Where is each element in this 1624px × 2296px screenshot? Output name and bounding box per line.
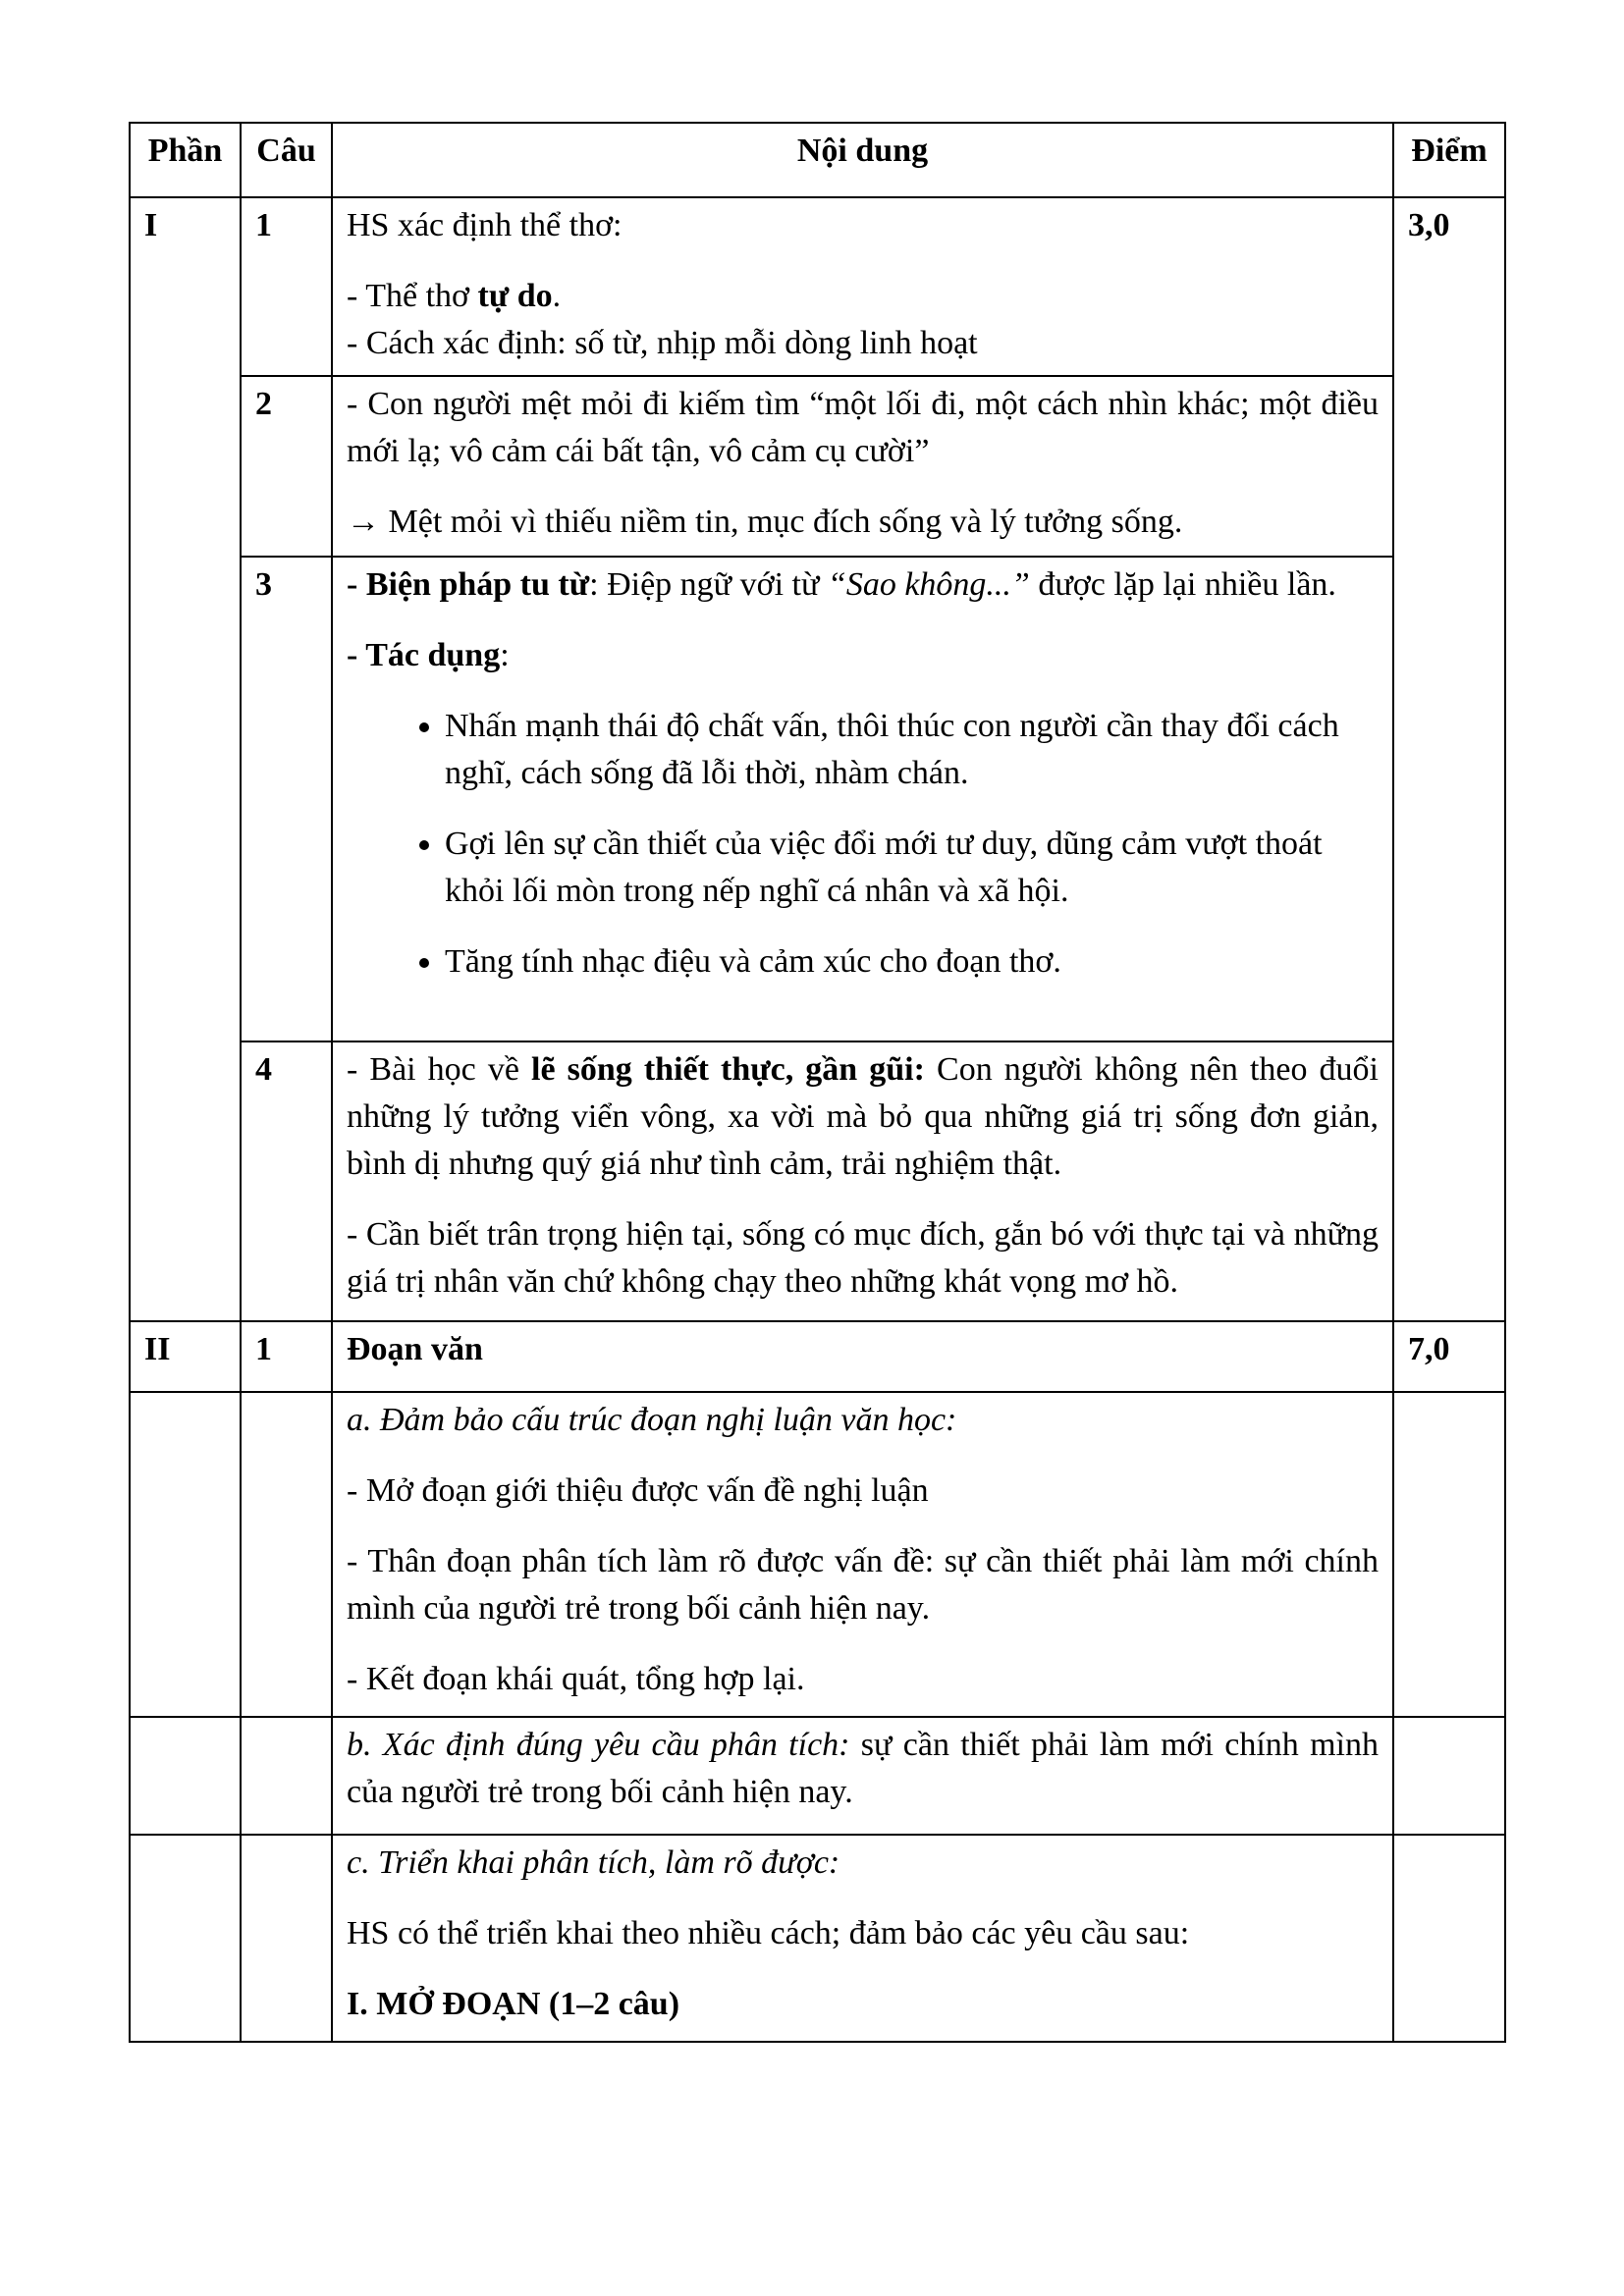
empty-cell: [130, 1717, 241, 1835]
table-row-s2-title: [130, 1321, 1505, 1392]
list-item: • Tăng tính nhạc điệu và cảm xúc cho đoạn thơ.: [445, 938, 1379, 986]
empty-cell: [241, 1717, 332, 1835]
empty-cell: [1393, 1835, 1505, 2042]
content-line: - Kết đoạn khái quát, tổng hợp lại.: [347, 1661, 805, 1697]
table-row-s2-a: [130, 1392, 1505, 1717]
list-item: • Nhấn mạnh thái độ chất vấn, thôi thúc con người cần thay đổi cách nghĩ, cách sống đã lỗi thời, nhàm chán.: [445, 703, 1379, 797]
question-number: 1: [241, 1321, 332, 1392]
content-line: HS có thể triển khai theo nhiều cách; đảm bảo các yêu cầu sau:: [347, 1915, 1190, 1951]
content-line: b. Xác định đúng yêu cầu phân tích: sự cần thiết phải làm mới chính mình của người trẻ trong bối cảnh hiện nay.: [347, 1727, 1380, 1810]
list-item: • Gợi lên sự cần thiết của việc đổi mới tư duy, dũng cảm vượt thoát khỏi lối mòn trong nếp nghĩ cá nhân và xã hội.: [445, 821, 1379, 915]
answer-content: [332, 197, 1393, 376]
section-title: Đoạn văn: [332, 1321, 1393, 1392]
empty-cell: [130, 1835, 241, 2042]
content-line: - Cần biết trân trọng hiện tại, sống có mục đích, gắn bó với thực tại và những giá trị nhân văn chứ không chạy theo những khát vọng mơ hồ.: [347, 1216, 1379, 1300]
content-line: - Con người mệt mỏi đi kiếm tìm “một lối đi, một cách nhìn khác; một điều mới lạ; vô cảm cái bất tận, vô cảm cụ cười”: [347, 386, 1379, 469]
question-number: 2: [241, 376, 332, 557]
content-heading: c. Triển khai phân tích, làm rõ được:: [347, 1844, 840, 1881]
table-row-s1-q2: [130, 376, 1505, 557]
content-line: - Tác dụng:: [347, 637, 510, 673]
table-row-s1-q4: [130, 1041, 1505, 1321]
answer-content: [332, 1392, 1393, 1717]
score: 7,0: [1393, 1321, 1505, 1392]
content-line: - Bài học về lẽ sống thiết thực, gần gũi: Con người không nên theo đuổi những lý tưởng viển vông, xa vời mà bỏ qua những giá trị sống đơn giản, bình dị nhưng quý giá như tình cảm, trải nghiệm thật.: [347, 1051, 1380, 1182]
table-row-s1-q3: [130, 557, 1505, 1041]
question-number: 3: [241, 557, 332, 1041]
header-row: [130, 123, 1505, 197]
empty-cell: [130, 1392, 241, 1717]
content-line: - Cách xác định: số từ, nhịp mỗi dòng linh hoạt: [347, 325, 978, 361]
content-line: I. MỞ ĐOẠN (1–2 câu): [347, 1986, 680, 2022]
section-number: II: [130, 1321, 241, 1392]
arrow-icon: →: [347, 504, 380, 540]
answer-key-table: [129, 122, 1506, 2043]
empty-cell: [1393, 1717, 1505, 1835]
content-line: - Thể thơ tự do.: [347, 278, 562, 314]
header-diem: Điểm: [1393, 123, 1505, 197]
empty-cell: [1393, 1392, 1505, 1717]
content-line: - Biện pháp tu từ: Điệp ngữ với từ “Sao không...” được lặp lại nhiều lần.: [347, 566, 1336, 603]
content-line: HS xác định thể thơ:: [347, 207, 623, 243]
header-noi-dung: Nội dung: [332, 123, 1393, 197]
empty-cell: [241, 1392, 332, 1717]
section-number: I: [130, 197, 241, 1321]
header-phan: Phần: [130, 123, 241, 197]
answer-content: [332, 557, 1393, 1041]
answer-content: [332, 376, 1393, 557]
table-row-s2-b: [130, 1717, 1505, 1835]
content-line: → Mệt mỏi vì thiếu niềm tin, mục đích sống và lý tưởng sống.: [347, 504, 1183, 540]
answer-content: [332, 1717, 1393, 1835]
score: 3,0: [1393, 197, 1505, 1321]
header-cau: Câu: [241, 123, 332, 197]
question-number: 1: [241, 197, 332, 376]
question-number: 4: [241, 1041, 332, 1321]
table-row-s1-q1: [130, 197, 1505, 376]
answer-content: [332, 1041, 1393, 1321]
table-row-s2-c: [130, 1835, 1505, 2042]
content-line: - Mở đoạn giới thiệu được vấn đề nghị luận: [347, 1472, 929, 1509]
effects-list: [347, 703, 1379, 986]
content-heading: a. Đảm bảo cấu trúc đoạn nghị luận văn học:: [347, 1402, 957, 1438]
answer-content: [332, 1835, 1393, 2042]
empty-cell: [241, 1835, 332, 2042]
content-line: - Thân đoạn phân tích làm rõ được vấn đề: sự cần thiết phải làm mới chính mình của người trẻ trong bối cảnh hiện nay.: [347, 1543, 1379, 1627]
